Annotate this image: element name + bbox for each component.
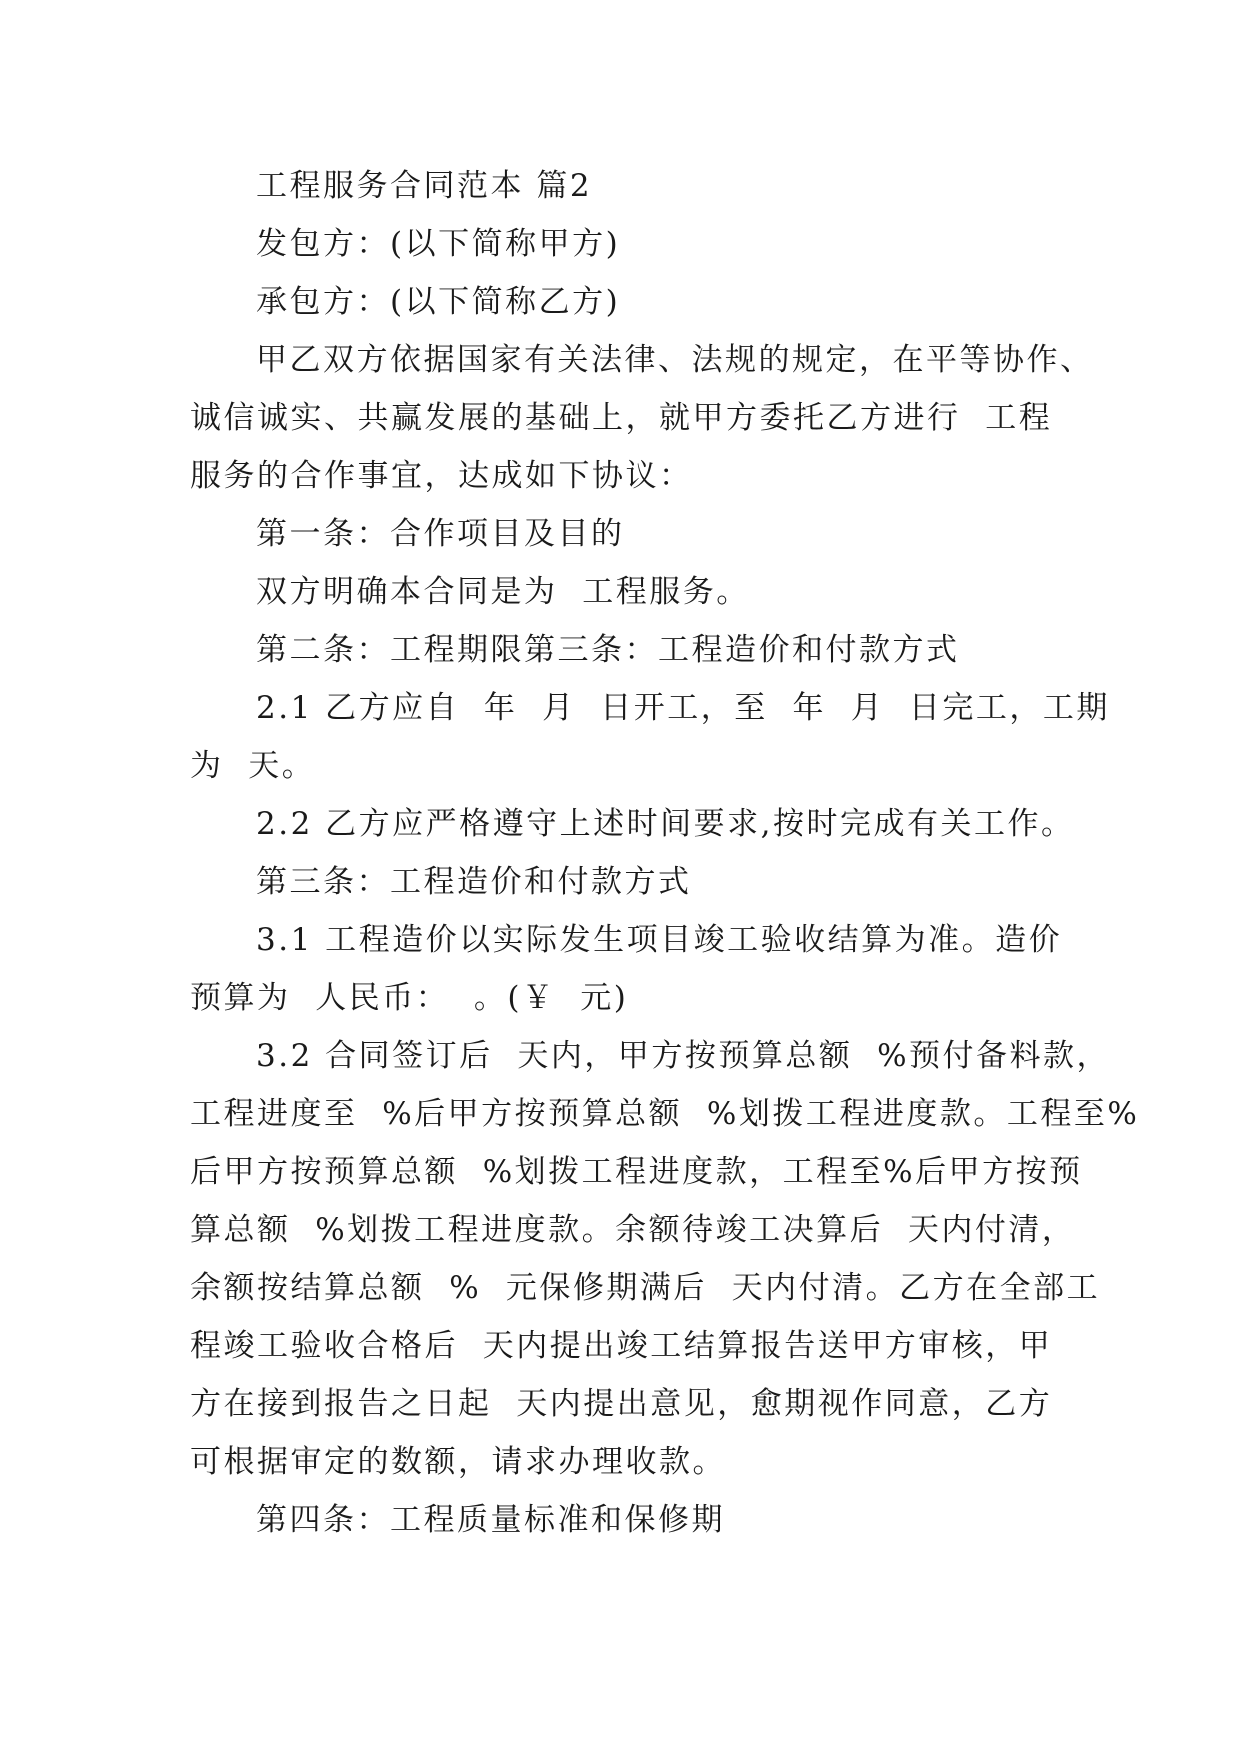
party-b-line: 承包方：(以下简称乙方) (256, 284, 621, 320)
clause-3-2-line-4: 算总额 %划拨工程进度款。余额待竣工决算后 天内付清， (190, 1212, 1076, 1248)
preamble-line-2: 诚信诚实、共赢发展的基础上，就甲方委托乙方进行 工程 (190, 400, 1053, 436)
preamble-line-1: 甲乙双方依据国家有关法律、法规的规定，在平等协作、 (256, 342, 1094, 378)
party-a-line: 发包方：(以下简称甲方) (256, 226, 621, 262)
clause-3-2-line-8: 可根据审定的数额，请求办理收款。 (190, 1444, 726, 1480)
clause-3-2-line-6: 程竣工验收合格后 天内提出竣工结算报告送甲方审核，甲 (190, 1328, 1053, 1364)
article-3-heading: 第三条：工程造价和付款方式 (256, 864, 692, 900)
clause-2-1-line-1: 2.1 乙方应自 年 月 日开工，至 年 月 日完工，工期 (256, 690, 1110, 726)
clause-2-2: 2.2 乙方应严格遵守上述时间要求,按时完成有关工作。 (256, 806, 1075, 842)
article-2-heading: 第二条：工程期限第三条：工程造价和付款方式 (256, 632, 960, 668)
article-1-heading: 第一条：合作项目及目的 (256, 516, 625, 552)
document-title: 工程服务合同范本 篇2 (256, 168, 593, 204)
clause-3-2-line-5: 余额按结算总额 % 元保修期满后 天内付清。乙方在全部工 (190, 1270, 1101, 1306)
article-4-heading: 第四条：工程质量标准和保修期 (256, 1502, 725, 1538)
document-body (190, 157, 1140, 1549)
preamble-line-3: 服务的合作事宜，达成如下协议： (190, 458, 693, 494)
clause-3-1-line-1: 3.1 工程造价以实际发生项目竣工验收结算为准。造价 (256, 922, 1063, 958)
clause-3-2-line-1: 3.2 合同签订后 天内，甲方按预算总额 %预付备料款， (256, 1038, 1111, 1074)
clause-2-1-line-2: 为 天。 (190, 748, 316, 784)
article-1-body: 双方明确本合同是为 工程服务。 (256, 574, 750, 610)
clause-3-1-line-2: 预算为 人民币： 。(￥ 元) (190, 980, 629, 1016)
clause-3-2-line-2: 工程进度至 %后甲方按预算总额 %划拨工程进度款。工程至% (190, 1096, 1140, 1132)
clause-3-2-line-3: 后甲方按预算总额 %划拨工程进度款，工程至%后甲方按预 (190, 1154, 1083, 1190)
clause-3-2-line-7: 方在接到报告之日起 天内提出意见，愈期视作同意，乙方 (190, 1386, 1053, 1422)
